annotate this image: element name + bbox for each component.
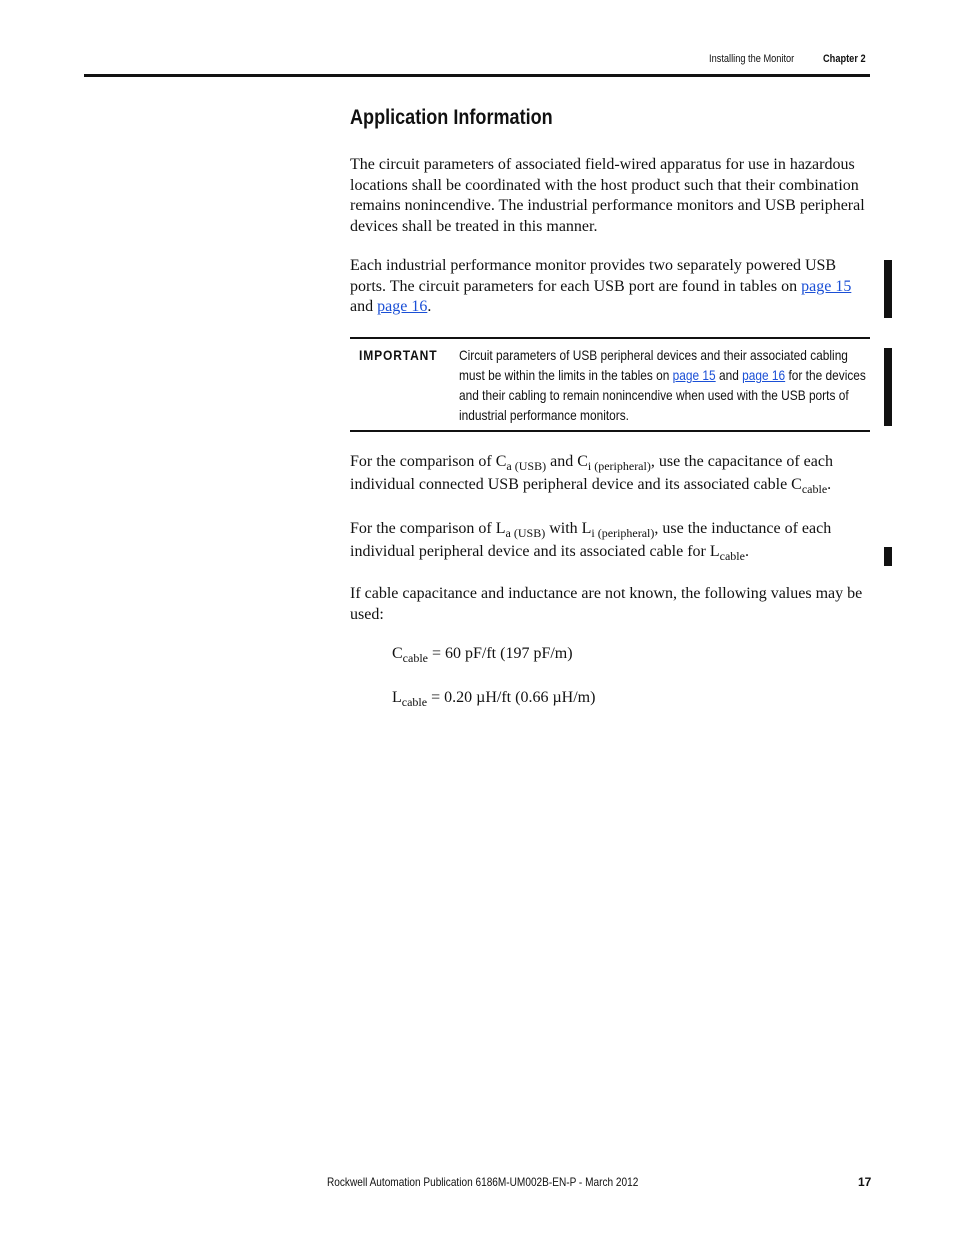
text: and C bbox=[546, 453, 588, 470]
symbol: C bbox=[392, 645, 403, 662]
header-chapter: Chapter 2 bbox=[823, 53, 866, 65]
subscript: i (peripheral) bbox=[591, 526, 655, 540]
equation-value: = 60 pF/ft (197 pF/m) bbox=[427, 645, 573, 662]
equation-value: = 0.20 µH/ft (0.66 µH/m) bbox=[427, 689, 596, 706]
text: . bbox=[827, 476, 832, 493]
symbol: L bbox=[392, 689, 402, 706]
change-bar bbox=[884, 348, 892, 426]
text: , use the inductance of each individual peripheral device and its associated cable for L bbox=[350, 520, 832, 560]
subscript: cable bbox=[719, 549, 745, 563]
text: with L bbox=[545, 520, 592, 537]
subscript: cable bbox=[402, 651, 428, 665]
conjunction: and bbox=[718, 367, 739, 383]
subscript: cable bbox=[801, 482, 828, 496]
header-section-title: Installing the Monitor bbox=[709, 53, 795, 65]
page-16-link[interactable]: page 16 bbox=[377, 298, 428, 315]
text: For the comparison of C bbox=[350, 453, 507, 470]
important-label: IMPORTANT bbox=[359, 347, 438, 363]
subscript: cable bbox=[401, 695, 428, 709]
conjunction: and bbox=[350, 298, 374, 315]
subscript: a (USB) bbox=[505, 526, 546, 540]
equation-inductance bbox=[392, 689, 595, 707]
text: For the comparison of L bbox=[350, 520, 506, 537]
important-page-16-link[interactable]: page 16 bbox=[742, 367, 786, 383]
subscript: i (peripheral) bbox=[587, 459, 651, 473]
change-bar bbox=[884, 547, 892, 566]
important-text bbox=[459, 345, 867, 425]
change-bar bbox=[884, 260, 892, 318]
equation-capacitance bbox=[392, 645, 573, 663]
important-notice bbox=[350, 337, 870, 432]
paragraph-intro: The circuit parameters of associated field-wired apparatus for use in hazardous locations shall be coordinated with the host product such that their combination remains nonincendive. The industrial performance monitors and USB peripheral devices shall be treated in this manner. bbox=[350, 156, 865, 235]
paragraph-inductance bbox=[350, 517, 870, 563]
paragraph-capacitance bbox=[350, 450, 870, 496]
important-text-part: for the devices and their cabling to remain nonincendive when used with the USB ports of industrial performance monitors. bbox=[459, 367, 866, 423]
subscript: a (USB) bbox=[506, 459, 547, 473]
footer-publication: Rockwell Automation Publication 6186M-UM002B-EN-P - March 2012 bbox=[327, 1175, 639, 1189]
paragraph-usb-ports bbox=[350, 256, 870, 318]
section-title: Application Information bbox=[350, 106, 553, 129]
header-rule bbox=[84, 74, 870, 77]
important-page-15-link[interactable]: page 15 bbox=[672, 367, 716, 383]
text: , use the capacitance of each individual connected USB peripheral device and its associated cable C bbox=[350, 453, 833, 493]
important-text-part: Circuit parameters of USB peripheral devices and their associated cabling must be within the limits in the tables on bbox=[459, 347, 848, 383]
text: . bbox=[744, 543, 749, 560]
paragraph-defaults: If cable capacitance and inductance are not known, the following values may be used: bbox=[350, 585, 863, 623]
page-15-link[interactable]: page 15 bbox=[801, 277, 852, 295]
page-number: 17 bbox=[858, 1175, 872, 1189]
paragraph-text: Each industrial performance monitor provides two separately powered USB ports. The circuit parameters for each USB port are found in tables on bbox=[350, 257, 837, 295]
period: . bbox=[427, 298, 432, 315]
